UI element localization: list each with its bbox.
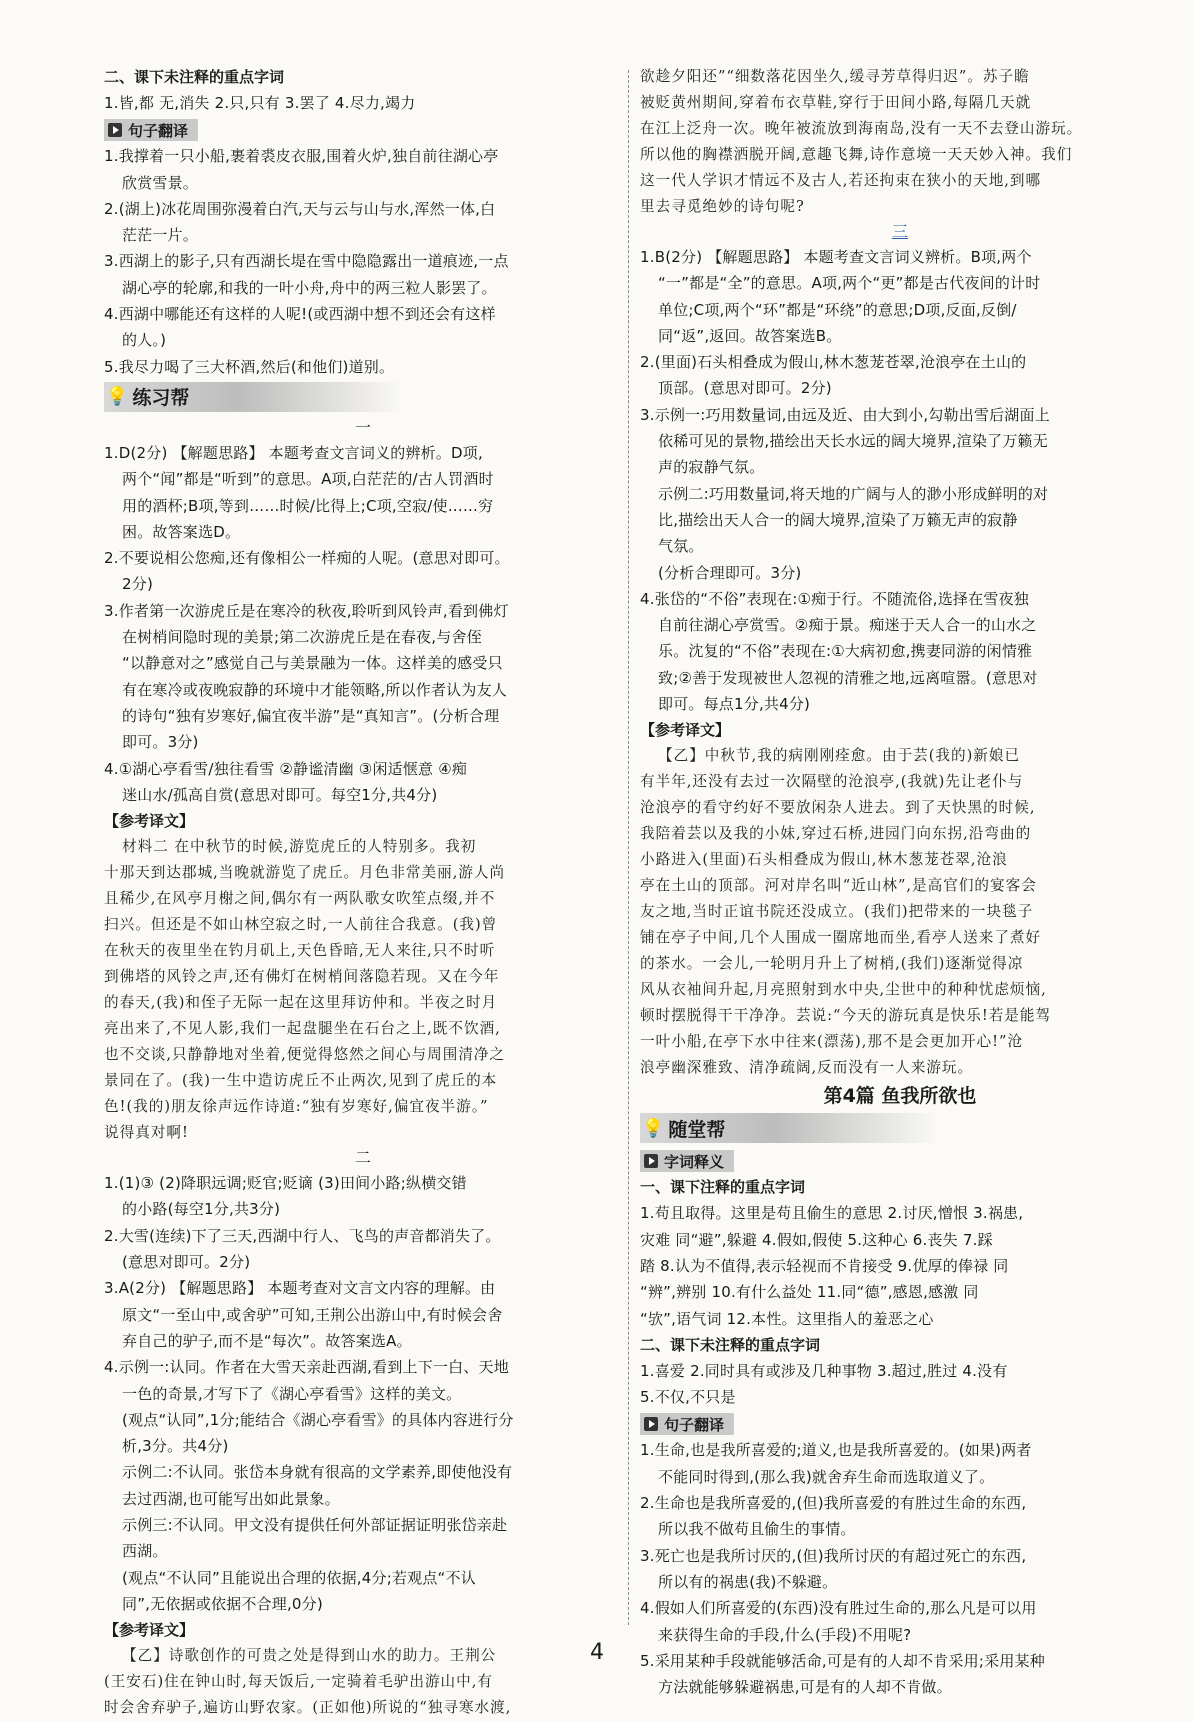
answer-line: 方法就能够躲避祸患,可是有的人却不肯做。 [658,1678,952,1697]
answer-line: 1.(1)③ (2)降职远调;贬官;贬谪 (3)田间小路;纵横交错 [104,1174,467,1193]
answer-line: 即可。每点1分,共4分) [658,695,811,714]
subheading: 【参考译文】 [104,812,195,831]
translation-line: 也不交谈,只静静地对坐着,便觉得悠然之间心与周围清净之 [104,1046,506,1064]
answer-line: 依稀可见的景物,描绘出天长水远的阔大境界,渲染了万籁无 [658,432,1048,451]
translation-line: 一叶小船,在亭下水中往来(漂荡),那不是会更加开心!”沧 [640,1033,1024,1051]
part-number: 二 [354,1148,371,1168]
answer-line: 西湖。 [122,1542,168,1561]
answer-line: 迷山水/孤高自赏(意思对即可。每空1分,共4分) [122,785,438,804]
translation-line: 被贬黄州期间,穿着布衣草鞋,穿行于田间小路,每隔几天就 [640,94,1032,111]
answer-line: 来获得生命的手段,什么(手段)不用呢? [658,1625,912,1644]
play-icon [108,123,122,137]
subheading: 二、课下未注释的重点字词 [640,1335,821,1354]
answer-line: 2.不要说相公您痴,还有像相公一样痴的人呢。(意思对即可。 [104,549,510,568]
answer-line: 3.作者第一次游虎丘是在寒冷的秋夜,聆听到风铃声,看到佛灯 [104,601,509,620]
answer-line: 原文“一至山中,或舍驴”可知,王荆公出游山中,有时候会舍 [122,1305,503,1324]
subheading: 【参考译文】 [104,1621,195,1640]
column-divider [628,70,629,1625]
translation-line: 材料二 在中秋节的时候,游览虎丘的人特别多。我初 [122,838,477,856]
answer-line: 顶部。(意思对即可。2分) [658,379,832,398]
answer-line: 致;②善于发现被世人忽视的清雅之地,远离喧嚣。(意思对 [658,668,1038,687]
play-icon [644,1417,658,1431]
answer-line: (观点“不认同”且能说出合理的依据,4分;若观点“不认 [122,1568,476,1587]
answer-line: 4.假如人们所喜爱的(东西)没有胜过生命的,那么凡是可以用 [640,1599,1037,1618]
section-header-label: 随堂帮 [668,1118,726,1141]
translation-line: 风从衣袖间升起,月亮照射到水中央,尘世中的种种忧虑烦恼, [640,981,1047,999]
answer-line: 1.皆,都 无,消失 2.只,只有 3.罢了 4.尽力,竭力 [104,94,416,112]
translation-line: 的茶水。一会儿,一轮明月升上了树梢,(我们)逐渐觉得凉 [640,955,1024,973]
answer-line: 示例三:不认同。甲文没有提供任何外部证据证明张岱亲赴 [122,1515,508,1534]
answer-line: (观点“认同”,1分;能结合《湖心亭看雪》的具体内容进行分 [122,1410,514,1429]
translation-line: 【乙】中秋节,我的病刚刚痊愈。由于芸(我的)新娘已 [658,747,1021,765]
answer-line: 用的酒杯;B项,等到……时候/比得上;C项,空寂/使……穷 [122,496,494,515]
answer-line: 3.死亡也是我所讨厌的,(但)我所讨厌的有超过死亡的东西, [640,1546,1027,1565]
answer-line: 的诗句“独有岁寒好,偏宜夜半游”是“真知言”。(分析合理 [122,706,500,725]
subheading: 二、课下未注释的重点字词 [104,68,285,86]
answer-line: 不能同时得到,(那么我)就舍弃生命而选取道义了。 [658,1467,995,1486]
section-tag-label: 句子翻译 [664,1415,725,1434]
answer-line: “欤”,语气词 12.本性。这里指人的羞恶之心 [640,1309,934,1328]
translation-line: 有半年,还没有去过一次隔壁的沧浪亭,(我就)先让老仆与 [640,773,1024,791]
section-tag [104,119,198,141]
answer-line: 有在寒冷或夜晚寂静的环境中才能领略,所以作者认为友人 [122,680,507,699]
translation-line: 的春天,(我)和侄子无际一起在这里拜访仲和。半夜之时月 [104,994,498,1012]
answer-line: 示例二:不认同。张岱本身就有很高的文学素养,即使他没有 [122,1463,513,1482]
answer-line: 声的寂静气氛。 [658,458,765,477]
translation-line: 在秋天的夜里坐在钓月矶上,天色昏暗,无人来往,只不时听 [104,942,496,960]
translation-line: (王安石)住在钟山时,每天饭后,一定骑着毛驴出游山中,有 [104,1673,493,1691]
translation-line: 说得真对啊! [104,1124,189,1142]
answer-line: 2.大雪(连续)下了三天,西湖中行人、飞鸟的声音都消失了。 [104,1226,501,1245]
answer-line: 5.采用某种手段就能够活命,可是有的人却不肯采用;采用某种 [640,1651,1045,1670]
answer-line: 的小路(每空1分,共3分) [122,1200,281,1219]
translation-line: 这一代人学识才情远不及古人,若还拘束在狭小的天地,到哪 [640,172,1042,189]
translation-line: 色!(我的)朋友徐声远作诗道:“独有岁寒好,偏宜夜半游。” [104,1098,489,1116]
answer-line: 乐。沈复的“不俗”表现在:①大病初愈,携妻同游的闲情雅 [658,642,1033,661]
section-header-label: 练习帮 [132,387,190,410]
answer-line: 1.苟且取得。这里是苟且偷生的意思 2.讨厌,憎恨 3.祸患, [640,1204,1024,1223]
translation-line: 【乙】诗歌创作的可贵之处是得到山水的助力。王荆公 [122,1647,497,1665]
translation-line: 时会舍弃驴子,遍访山野农家。(正如他)所说的“独寻寒水渡, [104,1699,512,1717]
answer-line: 1.生命,也是我所喜爱的;道义,也是我所喜爱的。(如果)两者 [640,1441,1032,1460]
answer-line: 气氛。 [658,537,704,556]
translation-line: 亭在土山的顶部。河对岸名叫“近山林”,是高官们的宴客会 [640,877,1037,895]
answer-line: 同”,无依据或依据不合理,0分) [122,1594,323,1613]
answer-line: 4.示例一:认同。作者在大雪天亲赴西湖,看到上下一白、天地 [104,1358,509,1377]
translation-line: 里去寻觅绝妙的诗句呢? [640,198,805,215]
answer-line: 示例二:巧用数量词,将天地的广阔与人的渺小形成鲜明的对 [658,484,1049,503]
translation-line: 铺在亭子中间,几个人围成一圈席地而坐,看亭人送来了煮好 [640,929,1042,947]
answer-line: 弃自己的驴子,而不是“每次”。故答案选A。 [122,1331,412,1350]
section-tag [640,1413,734,1435]
subheading: 一、课下注释的重点字词 [640,1178,806,1197]
answer-line: 1.我撑着一只小船,裹着裘皮衣服,围着火炉,独自前往湖心亭 [104,147,499,166]
section-tag [640,1150,734,1172]
answer-line: 欣赏雪景。 [122,173,199,192]
translation-line: 沧浪亭的看守约好不要放闲杂人进去。到了天快黑的时候, [640,799,1036,817]
section-header [640,1113,940,1143]
lightbulb-icon: 💡 [106,386,129,408]
answer-line: 踏 8.认为不值得,表示轻视而不肯接受 9.优厚的俸禄 同 [640,1256,1009,1275]
answer-line: (分析合理即可。3分) [658,563,802,582]
answer-line: 所以有的祸患(我)不躲避。 [658,1572,838,1591]
answer-line: 析,3分。共4分) [122,1437,229,1456]
answer-line: 所以我不做苟且偷生的事情。 [658,1520,856,1539]
answer-line: 3.A(2分) 【解题思路】 本题考查对文言文内容的理解。由 [104,1279,496,1298]
answer-line: (意思对即可。2分) [122,1253,251,1272]
translation-line: 到佛塔的风铃之声,还有佛灯在树梢间落隐若现。又在今年 [104,968,500,986]
answer-line: 2.生命也是我所喜爱的,(但)我所喜爱的有胜过生命的东西, [640,1494,1027,1513]
section-tag-label: 字词释义 [664,1152,725,1171]
translation-line: 十那天到达郡城,当晚就游览了虎丘。月色非常美丽,游人尚 [104,864,506,882]
translation-line: 浪亭幽深雅致、清净疏阔,反而没有一人来游玩。 [640,1059,974,1077]
translation-line: 我陪着芸以及我的小妹,穿过石桥,进园门向东拐,沿弯曲的 [640,825,1032,843]
answer-line: 同“返”,返回。故答案选B。 [658,326,842,345]
answer-line: 即可。3分) [122,733,199,752]
page-number: 4 [590,1640,604,1665]
answer-line: 4.张岱的“不俗”表现在:①痴于行。不随流俗,选择在雪夜独 [640,589,1029,608]
answer-line: “一”都是“全”的意思。A项,两个“更”都是古代夜间的计时 [658,274,1041,293]
answer-line: 自前往湖心亭赏雪。②痴于景。痴迷于天人合一的山水之 [658,616,1037,635]
answer-line: 1.喜爱 2.同时具有或涉及几种事物 3.超过,胜过 4.没有 [640,1361,1008,1380]
chapter-title: 第4篇 鱼我所欲也 [823,1085,977,1108]
answer-line: 去过西湖,也可能写出如此景象。 [122,1489,340,1508]
answer-line: 单位;C项,两个“环”都是“环绕”的意思;D项,反面,反倒/ [658,300,1017,319]
translation-line: 欲趁夕阳还”“细数落花因坐久,缓寻芳草得归迟”。苏子瞻 [640,68,1030,85]
lightbulb-icon: 💡 [642,1117,665,1139]
answer-line: 2.(里面)石头相叠成为假山,林木葱茏苍翠,沧浪亭在土山的 [640,353,1027,372]
answer-line: 在树梢间隐时现的美景;第二次游虎丘是在春夜,与舍侄 [122,628,482,647]
translation-line: 亮出来了,不见人影,我们一起盘腿坐在石台之上,既不饮酒, [104,1020,501,1038]
translation-line: 且稀少,在风亭月榭之间,偶尔有一两队歌女吹笙点缀,并不 [104,890,496,908]
answer-line: 4.西湖中哪能还有这样的人呢!(或西湖中想不到还会有这样 [104,305,496,324]
answer-line: 茫茫一片。 [122,226,199,245]
translation-line: 所以他的胸襟洒脱开阔,意趣飞舞,诗作意境一天天妙入神。我们 [640,146,1073,163]
answer-line: 2.(湖上)冰花周围弥漫着白汽,天与云与山与水,浑然一体,白 [104,199,496,218]
translation-line: 扫兴。但还是不如山林空寂之时,一人前往合我意。(我)曾 [104,916,498,934]
answer-line: 5.不仅,不只是 [640,1388,736,1407]
answer-line: 的人。) [122,331,167,350]
translation-line: 友之地,当时正谊书院还没成立。(我们)把带来的一块毯子 [640,903,1034,921]
part-number: 三 [891,222,908,241]
left-column [104,64,622,1721]
answer-line: 1.D(2分) 【解题思路】 本题考查文言词义的辨析。D项, [104,443,483,462]
answer-line: “以静意对之”感觉自己与美景融为一体。这样美的感受只 [122,654,503,673]
right-column [640,64,1160,1700]
answer-line: 一色的奇景,才写下了《湖心亭看雪》这样的美文。 [122,1384,462,1403]
answer-line: 灾难 同“避”,躲避 4.假如,假使 5.这种心 6.丧失 7.踩 [640,1230,993,1249]
answer-line: 4.①湖心亭看雪/独往看雪 ②静谧清幽 ③闲适惬意 ④痴 [104,759,468,778]
translation-line: 顿时摆脱得干干净净。芸说:“今天的游玩真是快乐!若是能驾 [640,1007,1052,1025]
answer-line: 两个“闻”都是“听到”的意思。A项,白茫茫的/古人罚酒时 [122,470,494,489]
translation-line: 景同在了。(我)一生中造访虎丘不止两次,见到了虎丘的本 [104,1072,498,1090]
answer-line: 5.我尽力喝了三大杯酒,然后(和他们)道别。 [104,357,395,376]
answer-line: 湖心亭的轮廓,和我的一叶小舟,舟中的两三粒人影罢了。 [122,278,497,297]
answer-line: “辨”,辨别 10.有什么益处 11.同“德”,感恩,感激 同 [640,1283,979,1302]
answer-line: 困。故答案选D。 [122,522,241,541]
answer-line: 2分) [122,575,153,594]
translation-line: 小路进入(里面)石头相叠成为假山,林木葱茏苍翠,沧浪 [640,851,1008,869]
answer-line: 1.B(2分) 【解题思路】 本题考查文言词义辨析。B项,两个 [640,248,1032,266]
subheading: 【参考译文】 [640,721,731,740]
section-tag-label: 句子翻译 [128,121,189,140]
translation-line: 在江上泛舟一次。晚年被流放到海南岛,没有一天不去登山游玩。 [640,120,1083,137]
answer-line: 3.西湖上的影子,只有西湖长堤在雪中隐隐露出一道痕迹,一点 [104,252,509,271]
play-icon [644,1154,658,1168]
section-header [104,382,404,412]
part-number: 一 [354,417,371,437]
answer-line: 3.示例一:巧用数量词,由远及近、由大到小,勾勒出雪后湖面上 [640,405,1050,424]
answer-line: 比,描绘出天人合一的阔大境界,渲染了万籁无声的寂静 [658,510,1018,529]
